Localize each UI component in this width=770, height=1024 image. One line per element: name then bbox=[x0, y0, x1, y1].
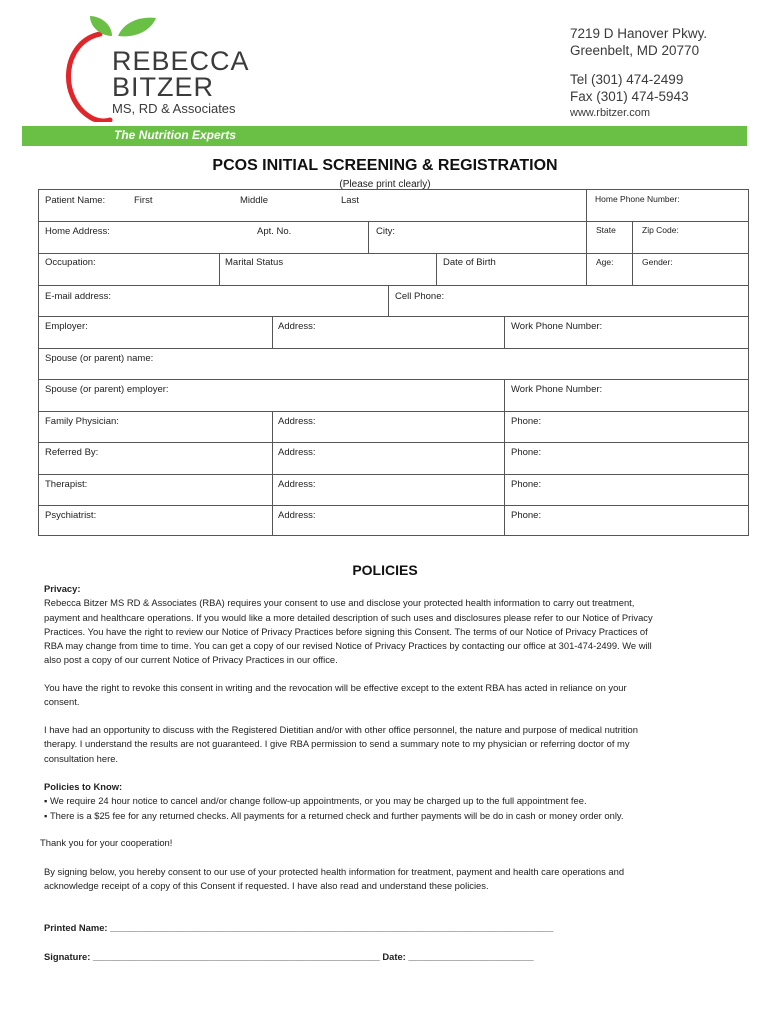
referred-by-label: Referred By: bbox=[45, 447, 99, 458]
work-phone-field[interactable] bbox=[504, 316, 748, 348]
physician-phone-label: Phone: bbox=[511, 416, 542, 427]
dob-field[interactable] bbox=[436, 253, 586, 285]
apt-label: Apt. No. bbox=[257, 226, 292, 237]
consent-section bbox=[44, 865, 734, 894]
company-address bbox=[570, 25, 710, 122]
tagline-bar bbox=[22, 126, 747, 146]
privacy-section bbox=[44, 582, 734, 668]
work-phone-label: Work Phone Number: bbox=[511, 321, 603, 332]
row-psychiatrist bbox=[39, 505, 748, 536]
referrer-address-label: Address: bbox=[278, 447, 316, 458]
row-family-physician bbox=[39, 411, 748, 443]
bullet-icon: ▪ bbox=[44, 809, 50, 821]
home-phone-label: Home Phone Number: bbox=[595, 194, 680, 204]
tagline: The Nutrition Experts bbox=[114, 128, 237, 142]
psychiatrist-address-field[interactable] bbox=[272, 505, 504, 536]
logo-name-line1: REBECCA bbox=[112, 46, 250, 76]
home-phone-field[interactable] bbox=[586, 190, 748, 221]
occupation-field[interactable] bbox=[39, 253, 219, 285]
policy-bullet-text: There is a $25 fee for any returned checks. All payments for a returned check and further payments will be do in cash or money order only. bbox=[49, 809, 624, 821]
therapist-address-field[interactable] bbox=[272, 474, 504, 505]
age-label: Age: bbox=[596, 257, 614, 267]
privacy-line: also post a copy of our current Notice of Privacy Practices in our office. bbox=[44, 654, 338, 666]
address-web: www.rbitzer.com bbox=[570, 107, 651, 119]
cell-phone-field[interactable] bbox=[388, 285, 748, 316]
home-address-field[interactable] bbox=[39, 221, 368, 253]
state-label: State bbox=[596, 225, 616, 235]
company-logo bbox=[60, 12, 300, 122]
row-spouse-employer bbox=[39, 379, 748, 412]
city-field[interactable] bbox=[368, 221, 586, 253]
referred-by-field[interactable] bbox=[39, 442, 272, 474]
gender-label: Gender: bbox=[642, 257, 673, 267]
zip-label: Zip Code: bbox=[642, 225, 679, 235]
spouse-employer-label: Spouse (or parent) employer: bbox=[45, 384, 169, 395]
signature-line: _______________________________________________________ bbox=[92, 951, 380, 962]
privacy-heading: Privacy: bbox=[44, 583, 81, 594]
row-home-address bbox=[39, 221, 748, 254]
policies-to-know-heading: Policies to Know: bbox=[44, 781, 123, 792]
spouse-name-field[interactable] bbox=[39, 348, 748, 379]
employer-address-label: Address: bbox=[278, 321, 316, 332]
psychiatrist-field[interactable] bbox=[39, 505, 272, 536]
consult-line: consultation here. bbox=[44, 752, 119, 764]
printed-name-field[interactable] bbox=[44, 922, 553, 933]
email-label: E-mail address: bbox=[45, 291, 111, 302]
physician-phone-field[interactable] bbox=[504, 411, 748, 442]
row-spouse-name bbox=[39, 348, 748, 380]
row-referred-by bbox=[39, 442, 748, 475]
psychiatrist-address-label: Address: bbox=[278, 510, 316, 521]
date-line: ________________________ bbox=[408, 951, 534, 962]
row-patient-name bbox=[39, 190, 748, 222]
revoke-section bbox=[44, 681, 734, 710]
signature-label: Signature: bbox=[44, 951, 91, 962]
marital-status-label: Marital Status bbox=[225, 257, 284, 268]
gender-field[interactable] bbox=[632, 253, 748, 285]
row-therapist bbox=[39, 474, 748, 506]
spouse-work-phone-label: Work Phone Number: bbox=[511, 384, 603, 395]
thank-you: Thank you for your cooperation! bbox=[40, 837, 173, 848]
revoke-line: consent. bbox=[44, 696, 80, 708]
last-label: Last bbox=[341, 195, 359, 206]
employer-address-field[interactable] bbox=[272, 316, 504, 348]
therapist-label: Therapist: bbox=[45, 479, 88, 490]
referrer-phone-field[interactable] bbox=[504, 442, 748, 474]
middle-label: Middle bbox=[240, 195, 268, 206]
family-physician-field[interactable] bbox=[39, 411, 272, 442]
address-fax: Fax (301) 474-5943 bbox=[570, 89, 689, 104]
address-city: Greenbelt, MD 20770 bbox=[570, 43, 700, 58]
spouse-employer-field[interactable] bbox=[39, 379, 504, 411]
therapist-field[interactable] bbox=[39, 474, 272, 505]
patient-name-label: Patient Name: bbox=[45, 195, 106, 206]
consent-line: By signing below, you hereby consent to our use of your protected health information for treatment, payment and health care operations and bbox=[44, 866, 625, 877]
row-employer bbox=[39, 316, 748, 349]
bullet-icon: ▪ bbox=[44, 795, 50, 807]
registration-form bbox=[38, 189, 749, 536]
psychiatrist-phone-label: Phone: bbox=[511, 510, 542, 521]
city-label: City: bbox=[376, 226, 395, 237]
therapist-phone-field[interactable] bbox=[504, 474, 748, 505]
therapist-phone-label: Phone: bbox=[511, 479, 542, 490]
psychiatrist-phone-field[interactable] bbox=[504, 505, 748, 536]
logo-credentials: MS, RD & Associates bbox=[112, 101, 236, 116]
spouse-work-phone-field[interactable] bbox=[504, 379, 748, 411]
form-subtitle: (Please print clearly) bbox=[339, 179, 431, 190]
spouse-name-label: Spouse (or parent) name: bbox=[45, 353, 154, 364]
logo-name-line2: BITZER bbox=[112, 72, 215, 102]
revoke-line: You have the right to revoke this consent in writing and the revocation will be effective except to the extent RBA has acted in reliance on your bbox=[44, 682, 627, 693]
policy-bullet bbox=[44, 809, 734, 823]
consent-line: acknowledge receipt of a copy of this Consent if requested. I have also read and understand these policies. bbox=[44, 880, 489, 892]
policies-to-know-section bbox=[44, 780, 734, 823]
patient-name-field[interactable] bbox=[39, 190, 586, 221]
home-address-label: Home Address: bbox=[45, 226, 110, 237]
row-occupation bbox=[39, 253, 748, 286]
email-field[interactable] bbox=[39, 285, 388, 316]
signature-row bbox=[44, 951, 534, 962]
signature-field[interactable] bbox=[44, 951, 382, 962]
form-title: PCOS INITIAL SCREENING & REGISTRATION bbox=[212, 157, 558, 174]
privacy-line: Rebecca Bitzer MS RD & Associates (RBA) requires your consent to use and disclose your protected health information to carry out treatment, bbox=[44, 597, 635, 609]
consultation-section bbox=[44, 723, 734, 766]
privacy-line: RBA may change from time to time. You can get a copy of our revised Notice of Privacy Practices by contacting our office at 301-474-2499. We will bbox=[44, 640, 652, 652]
date-label: Date: bbox=[382, 951, 406, 962]
privacy-line: Practices. You have the right to review our Notice of Privacy Practices before signing this Consent. The terms of our Notice of Privacy Practices of bbox=[44, 625, 648, 637]
referrer-phone-label: Phone: bbox=[511, 447, 542, 458]
printed-name-label: Printed Name: bbox=[44, 922, 108, 933]
privacy-line: payment and healthcare operations. If you would like a more detailed description of such uses and disclosures please refer to our Notice of Privacy bbox=[44, 611, 653, 623]
date-field[interactable] bbox=[382, 951, 533, 962]
therapist-address-label: Address: bbox=[278, 479, 316, 490]
marital-status-field[interactable] bbox=[219, 253, 436, 285]
first-label: First bbox=[134, 195, 153, 206]
printed-name-line: _____________________________________________________________________________________ bbox=[110, 922, 554, 933]
family-physician-label: Family Physician: bbox=[45, 416, 119, 427]
occupation-label: Occupation: bbox=[45, 257, 96, 268]
age-field[interactable] bbox=[586, 253, 632, 285]
state-field[interactable] bbox=[586, 221, 632, 253]
cell-phone-label: Cell Phone: bbox=[395, 291, 445, 302]
policy-bullet-text: We require 24 hour notice to cancel and/or change follow-up appointments, or you may be charged up to the full appointment fee. bbox=[49, 795, 587, 807]
row-email bbox=[39, 285, 748, 317]
employer-field[interactable] bbox=[39, 316, 272, 348]
physician-address-field[interactable] bbox=[272, 411, 504, 442]
referrer-address-field[interactable] bbox=[272, 442, 504, 474]
dob-label: Date of Birth bbox=[443, 257, 496, 268]
physician-address-label: Address: bbox=[278, 416, 316, 427]
consult-line: therapy. I understand the results are not guaranteed. I give RBA permission to send a summary note to my physician or referring doctor of my bbox=[44, 738, 630, 750]
policy-bullet bbox=[44, 794, 734, 808]
address-tel: Tel (301) 474-2499 bbox=[570, 72, 684, 87]
psychiatrist-label: Psychiatrist: bbox=[45, 510, 97, 521]
policies-title: POLICIES bbox=[352, 562, 418, 578]
address-street: 7219 D Hanover Pkwy. bbox=[570, 26, 708, 41]
employer-label: Employer: bbox=[45, 321, 88, 332]
zip-field[interactable] bbox=[632, 221, 748, 253]
consult-line: I have had an opportunity to discuss with the Registered Dietitian and/or with other office personnel, the nature and purpose of medical nutrition bbox=[44, 724, 638, 735]
